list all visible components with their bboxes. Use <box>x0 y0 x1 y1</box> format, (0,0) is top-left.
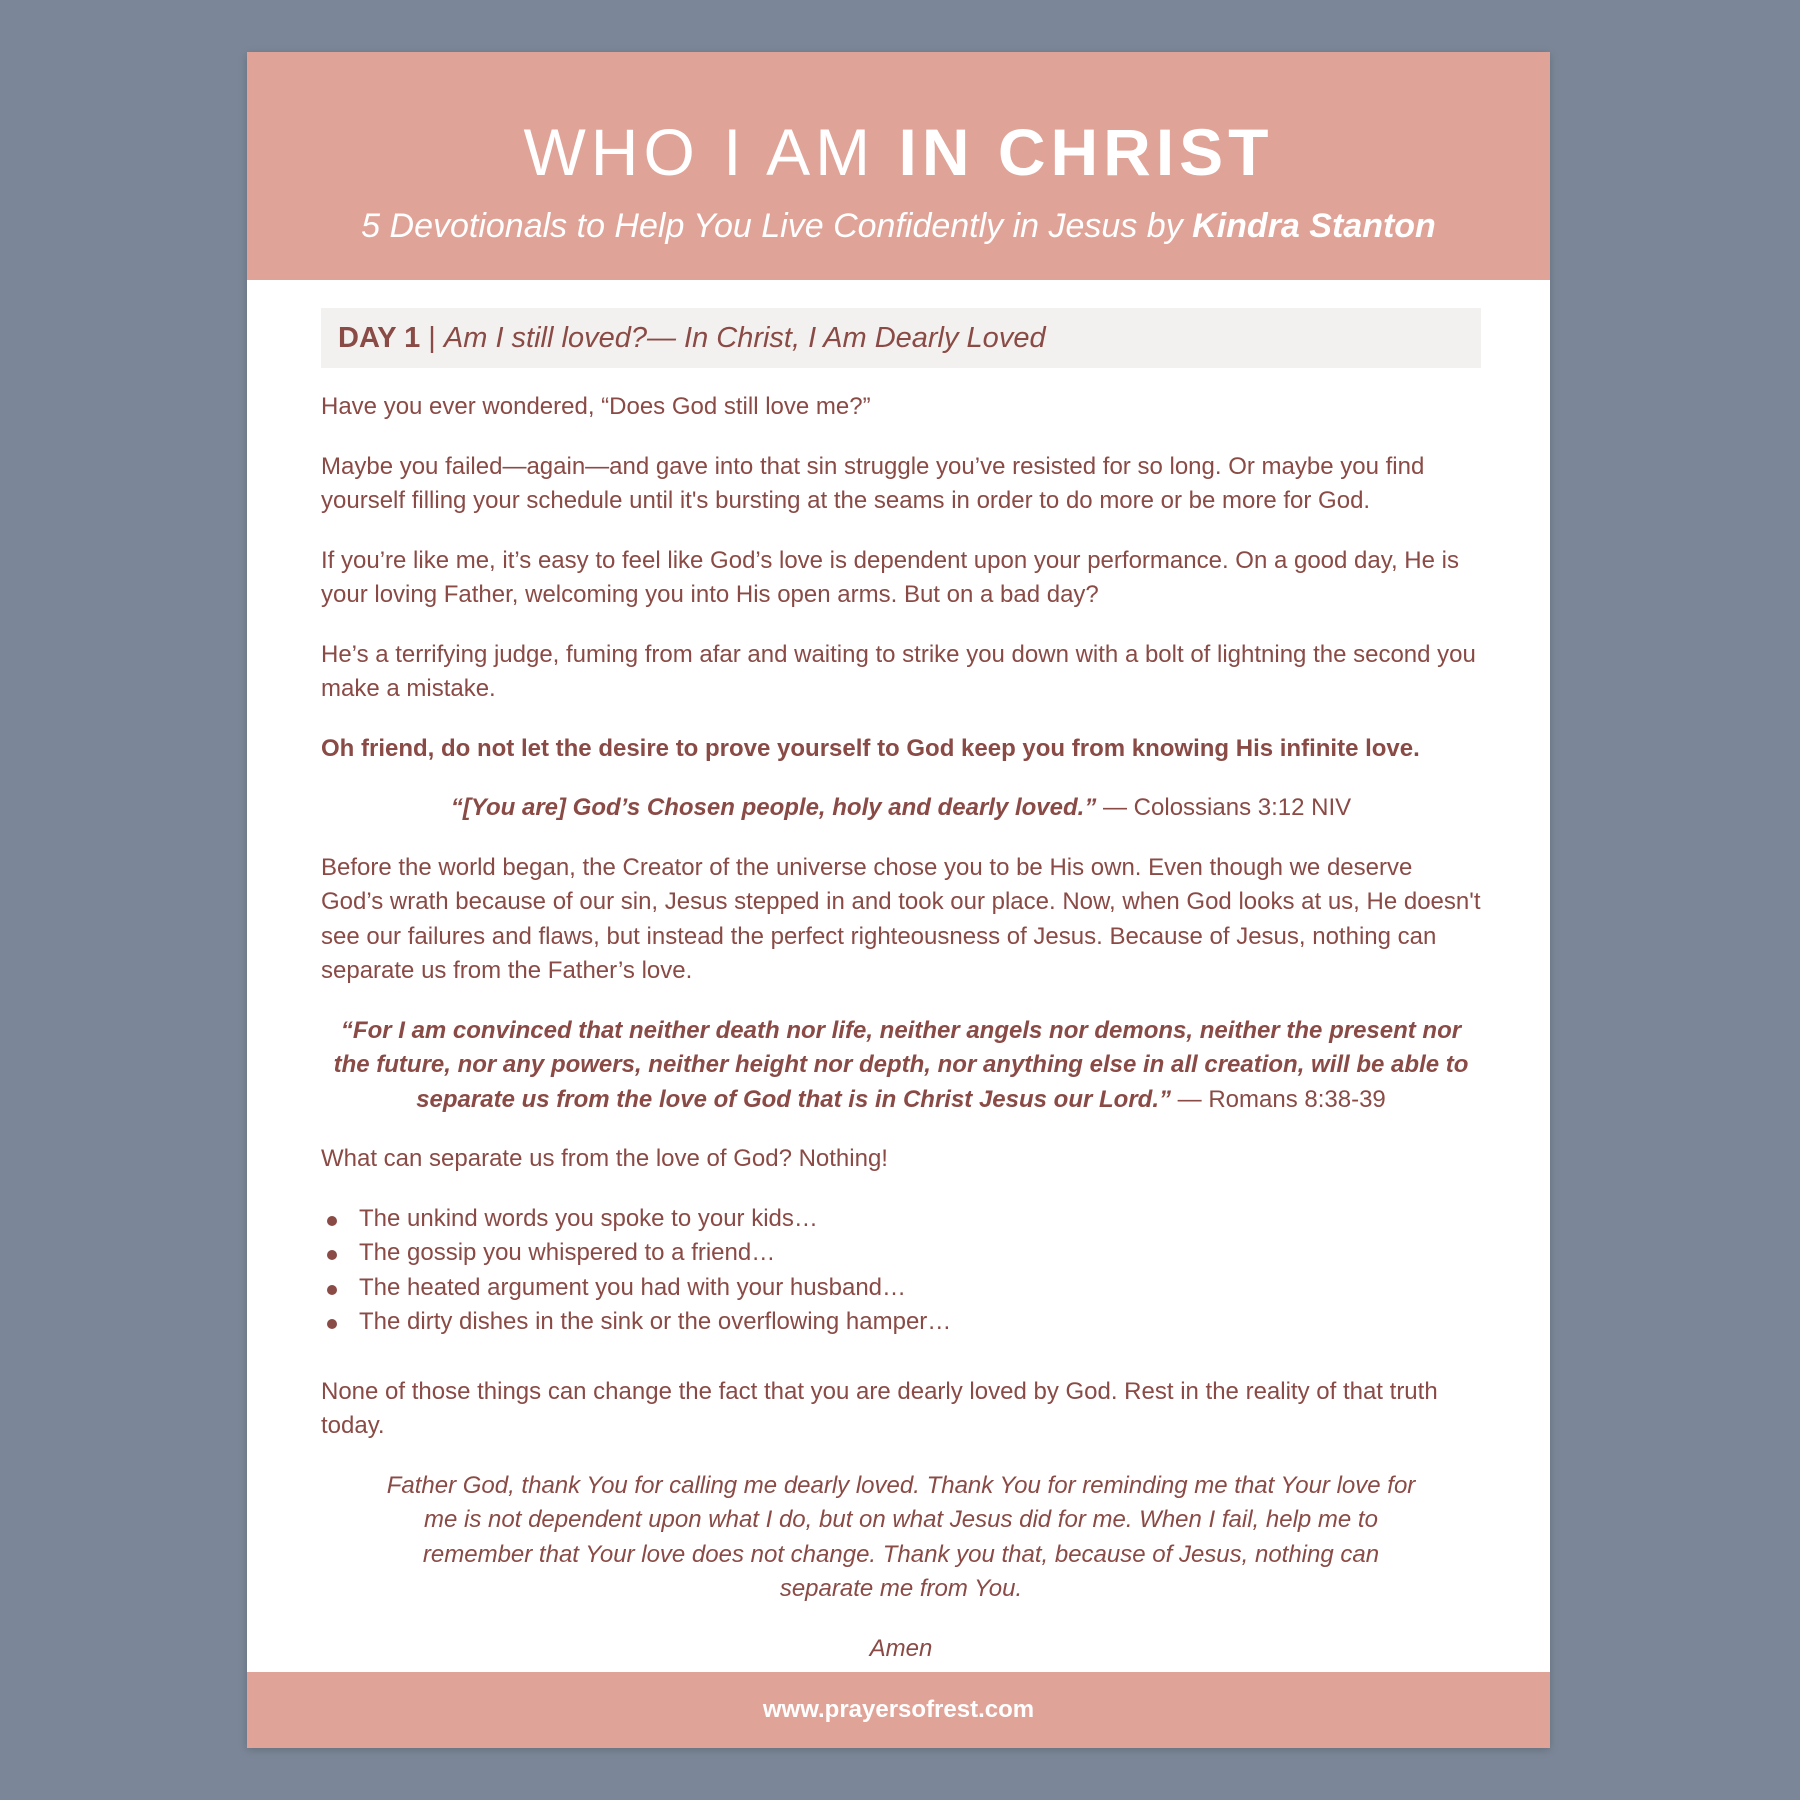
paragraph-5-emphasis: Oh friend, do not let the desire to prove yourself to God keep you from knowing His infinite love. <box>321 734 1420 762</box>
paragraph-3: If you’re like me, it’s easy to feel like God’s love is dependent upon your performance. On a good day, He is your loving Father, welcoming you into His open arms. But on a bad day? <box>321 546 1459 608</box>
page-title <box>247 112 1550 192</box>
list-item <box>359 1236 1481 1271</box>
title-bold: IN CHRIST <box>898 115 1274 189</box>
day-label: DAY 1 <box>338 322 421 354</box>
verse-colossians-text: “[You are] God’s Chosen people, holy and dearly loved.” <box>450 794 1097 821</box>
list-item <box>359 1305 1481 1340</box>
footer-url-link[interactable]: www.prayersofrest.com <box>762 1696 1035 1723</box>
list-item <box>359 1271 1481 1306</box>
amen: Amen <box>869 1634 933 1662</box>
list-item-text: The dirty dishes in the sink or the overflowing hamper… <box>359 1308 952 1335</box>
paragraph-6: Before the world began, the Creator of the universe chose you to be His own. Even though we deserve God’s wrath because of our sin, Jesus stepped in and took our place. Now, when God looks at us, He doesn't see our failures and flaws, but instead the perfect righteousness of Jesus. Because of Jesus, nothing can separate us from the Father’s love. <box>321 853 1481 984</box>
paragraph-2: Maybe you failed—again—and gave into that sin struggle you’ve resisted for so long. Or maybe you find yourself filling your schedule until it's bursting at the seams in order to do more or be more for God. <box>321 452 1425 514</box>
list-item-text: The unkind words you spoke to your kids… <box>359 1204 818 1232</box>
list-item <box>359 1202 1481 1237</box>
page-subtitle <box>247 204 1550 248</box>
subtitle-author: Kindra Stanton <box>1192 207 1436 245</box>
verse-colossians <box>321 791 1481 826</box>
bullet-icon <box>327 1216 337 1226</box>
list-item-text: The heated argument you had with your husband… <box>359 1273 907 1301</box>
bullet-icon <box>327 1250 337 1260</box>
paragraph-1: Have you ever wondered, “Does God still love me?” <box>321 393 871 420</box>
header-banner <box>247 52 1550 280</box>
devotional-page <box>247 52 1550 1748</box>
bullet-list <box>321 1202 1481 1340</box>
verse-romans-ref: — Romans 8:38-39 <box>1171 1085 1386 1113</box>
prayer: Father God, thank You for calling me dearly loved. Thank You for reminding me that Your love for me is not dependent upon what I do, but on what Jesus did for me. When I fail, help me to remember that Your love does not change. Thank you that, because of Jesus, nothing can separate me from You. <box>386 1471 1416 1602</box>
devotional-content <box>321 308 1481 1691</box>
bullet-icon <box>327 1319 337 1329</box>
verse-colossians-ref: — Colossians 3:12 NIV <box>1096 794 1352 821</box>
day-title: Am I still loved?— In Christ, I Am Dearly Loved <box>443 322 1046 354</box>
list-item-text: The gossip you whispered to a friend… <box>359 1239 776 1266</box>
verse-romans-text: “For I am convinced that neither death nor life, neither angels nor demons, neither the present nor the future, nor any powers, neither height nor depth, nor anything else in all creation, will be able to separate us from the love of God that is in Christ Jesus our Lord.” <box>333 1016 1469 1113</box>
day-separator: | <box>420 322 444 354</box>
paragraph-8: None of those things can change the fact that you are dearly loved by God. Rest in the reality of that truth today. <box>321 1377 1438 1439</box>
paragraph-7: What can separate us from the love of God? Nothing! <box>321 1145 888 1172</box>
footer-banner <box>247 1672 1550 1748</box>
paragraph-4: He’s a terrifying judge, fuming from afar and waiting to strike you down with a bolt of lightning the second you make a mistake. <box>321 640 1476 702</box>
bullet-icon <box>327 1285 337 1295</box>
verse-romans <box>321 1014 1481 1118</box>
day-heading <box>321 308 1481 368</box>
title-light: WHO I AM <box>523 115 899 189</box>
subtitle-text: 5 Devotionals to Help You Live Confidently in Jesus by <box>361 207 1193 245</box>
